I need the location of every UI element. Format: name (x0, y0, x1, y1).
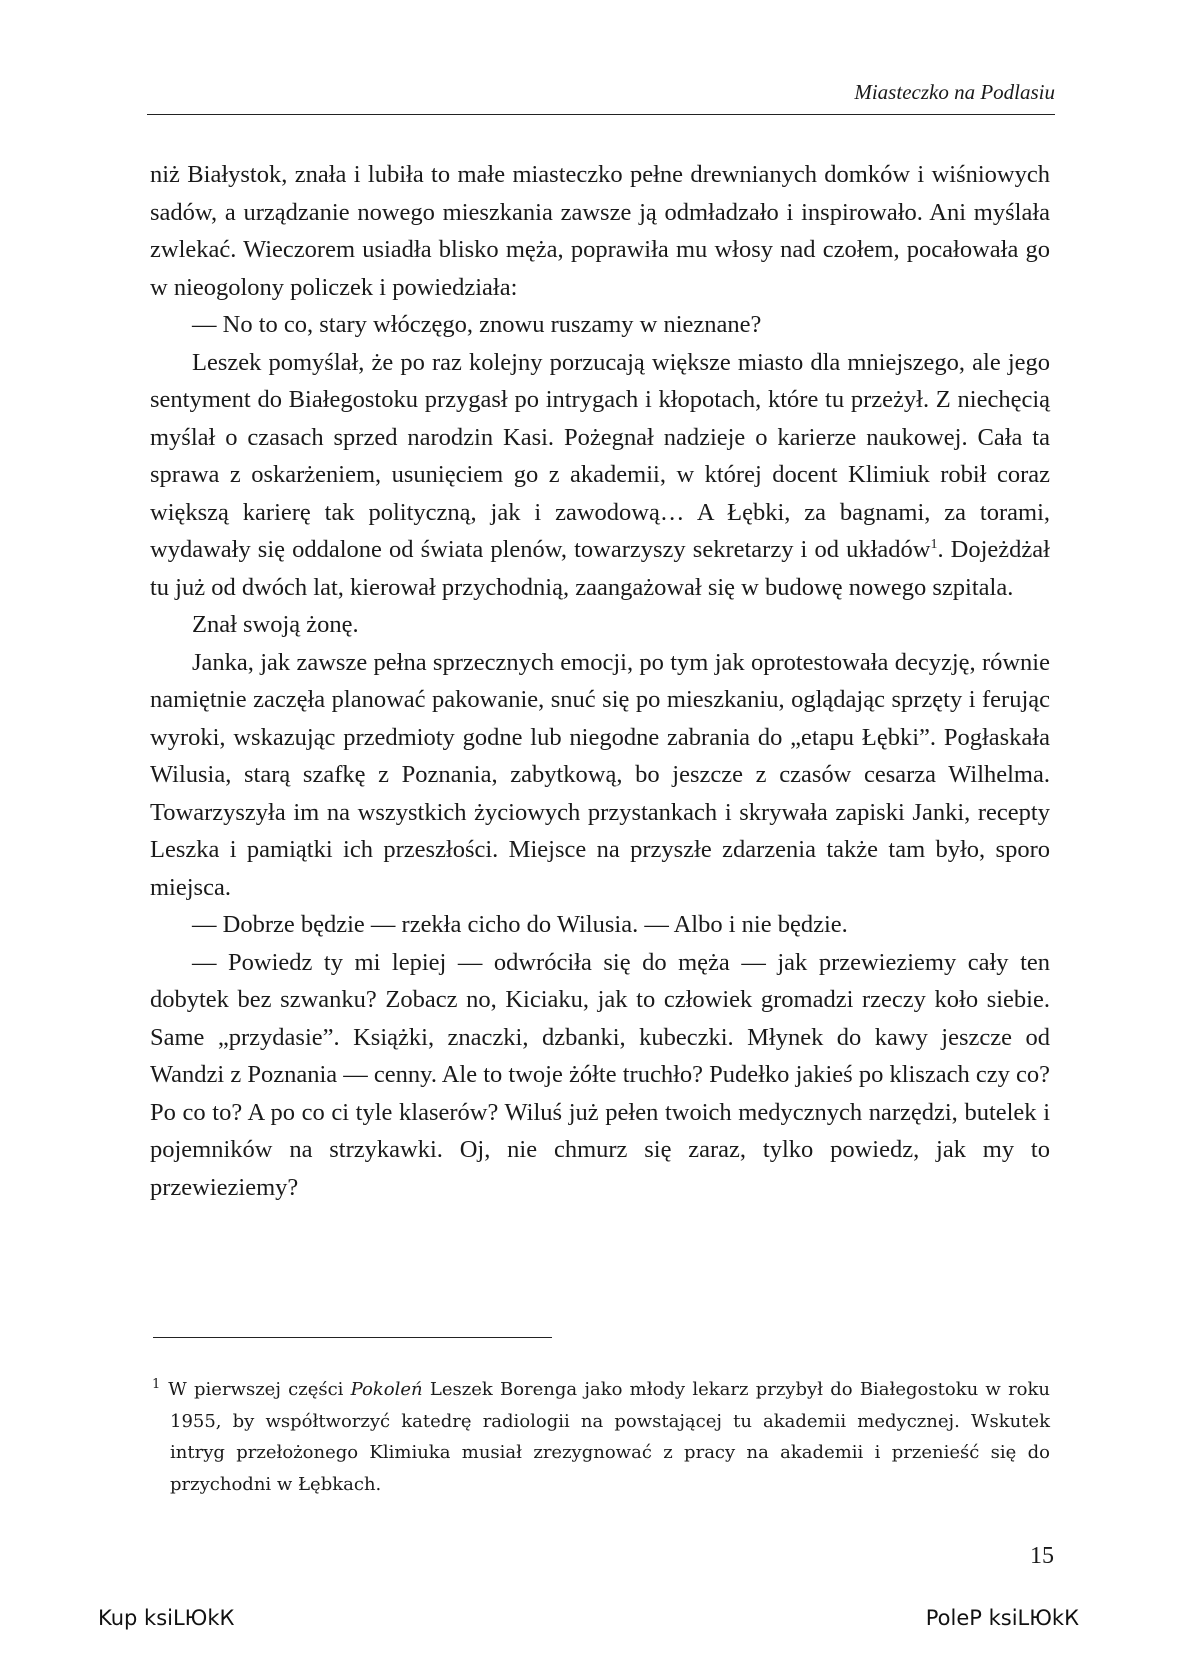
header-rule (147, 114, 1055, 115)
footnote-book-title: Pokoleń (350, 1379, 423, 1400)
recommend-book-link[interactable]: PoleР ksiLЮkК (925, 1606, 1079, 1630)
page-number: 15 (1030, 1543, 1054, 1569)
paragraph-7: — Powiedz ty mi lepiej — odwróciła się do męża — jak przewieziemy cały ten dobytek bez szwanku? Zobacz no, Kiciaku, jak to człowiek gromadzi rzeczy koło siebie. Same „przydasie”. Książki, znaczki, dzbanki, kubeczki. Młynek do kawy jeszcze od Wandzi z Poznania — cenny. Ale to twoje żółte truchło? Pudełko jakieś po kliszach czy co? Po co to? A po co ci tyle klaserów? Wiluś już pełen twoich medycznych narzędzi, butelek i pojemników na strzykawki. Oj, nie chmurz się zaraz, tylko powiedz, jak my to przewieziemy? (150, 948, 1050, 1201)
footnote-rule (153, 1337, 552, 1338)
paragraph-3-text: Leszek pomyślał, że po raz kolejny porzucają większe miasto dla mniejszego, ale jego sentyment do Białegostoku przygasł po intrygach i kłopotach, które tu przeżył. Z niechęcią myślał o czasach sprzed narodzin Kasi. Pożegnał nadzieje o karierze naukowej. Cała ta sprawa z oskarżeniem, usunięciem go z akademii, w której docent Klimiuk robił coraz większą karierę tak polityczną, jak i zawodową… A Łębki, za bagnami, za torami, wydawały się oddalone od świata plenów, towarzyszy sekretarzy i od układów (150, 348, 1050, 563)
running-title: Miasteczko na Podlasiu (854, 80, 1055, 104)
footnote-text-start: W pierwszej części (168, 1379, 351, 1400)
main-text (150, 156, 1050, 1206)
paragraph-3-continuation: . Dojeżdżał tu już od dwóch lat, kierował przychodnią, zaangażował się w budowę nowego szpitala. (150, 536, 1050, 601)
paragraph-1: niż Białystok, znała i lubiła to małe miasteczko pełne drewnianych domków i wiśniowych sadów, a urządzanie nowego mieszkania zawsze ją odmładzało i inspirowało. Ani myślała zwlekać. Wieczorem usiadła blisko męża, poprawiła mu włosy nad czołem, pocałowała go w nieogolony policzek i powiedziała: (150, 161, 1050, 301)
paragraph-4: Znał swoją żonę. (192, 611, 359, 638)
paragraph-5: Janka, jak zawsze pełna sprzecznych emocji, po tym jak oprotestowała decyzję, równie namiętnie zaczęła planować pakowanie, snuć się po mieszkaniu, oglądając sprzęty i ferując wyroki, wskazując przedmioty godne lub niegodne zabrania do „etapu Łębki”. Pogłaskała Wilusia, starą szafkę z Poznania, zabytkową, bo jeszcze z czasów cesarza Wilhelma. Towarzyszyła im na wszystkich życiowych przystankach i skrywała zapiski Janki, recepty Leszka i pamiątki ich przeszłości. Miejsce na przyszłe zdarzenia także tam było, sporo miejsca. (150, 648, 1050, 901)
footnote-mark: 1 (152, 1377, 161, 1392)
paragraph-2: — No to co, stary włóczęgo, znowu ruszamy w nieznane? (192, 311, 762, 338)
footnote-reference: 1 (930, 536, 938, 552)
buy-book-link[interactable]: Kup ksiLЮkК (98, 1606, 235, 1630)
footnote-text-end: Leszek Borenga jako młody lekarz przybył do Białegostoku w roku 1955, by współtworzyć katedrę radiologii na powstającej tu akademii medycznej. Wskutek intryg przełożonego Klimiuka musiał zrezygnować z pracy na akademii i przenieść się do przychodni w Łębkach. (170, 1379, 1051, 1495)
paragraph-6: — Dobrze będzie — rzekła cicho do Wilusia. — Albo i nie będzie. (192, 911, 848, 938)
footnote (150, 1374, 1050, 1500)
paragraph-3 (150, 344, 1050, 607)
buy-book-link-container (98, 1606, 234, 1630)
recommend-book-link-container (926, 1606, 1079, 1630)
